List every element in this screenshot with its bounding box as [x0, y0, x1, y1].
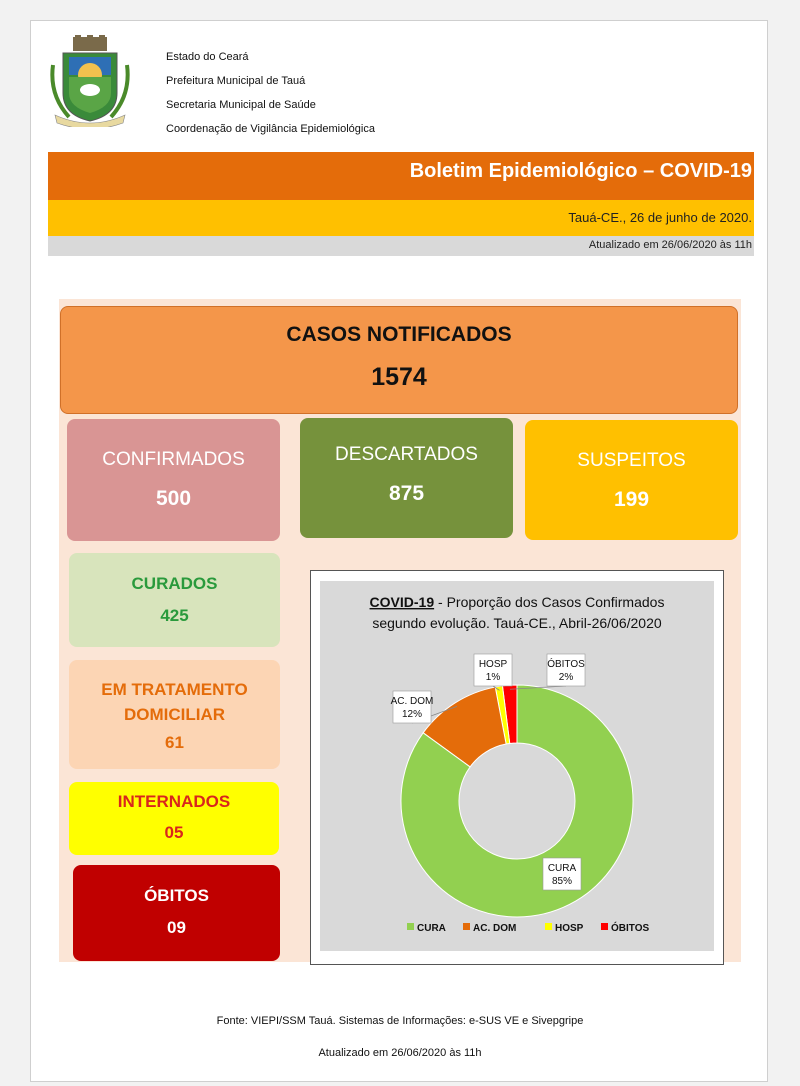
suspected-value: 199 [613, 488, 650, 511]
chart-title-line1 [370, 594, 665, 610]
source-note: Fonte: VIEPI/SSM Tauá. Sistemas de Informações: e-SUS VE e Sivepgripe [216, 1015, 584, 1027]
hospitalized-value: 05 [164, 823, 184, 842]
cured-value: 425 [160, 606, 189, 625]
legend-swatch-obitos [601, 923, 608, 930]
deaths-label: ÓBITOS [144, 886, 209, 905]
bulletin-page [30, 20, 768, 1082]
notified-cases-label: CASOS NOTIFICADOS [286, 323, 512, 346]
discarded-value: 875 [388, 482, 425, 505]
home-treatment-label-line2: DOMICILIAR [123, 705, 226, 724]
deaths-value: 09 [167, 918, 186, 937]
chart-title-line2: segundo evolução. Tauá-CE., Abril-26/06/2020 [372, 615, 662, 631]
place-date: Tauá-CE., 26 de junho de 2020. [568, 210, 752, 225]
legend-label-hosp: HOSP [555, 923, 584, 934]
home-treatment-card [69, 660, 280, 769]
suspected-card [525, 420, 738, 540]
institution-block [166, 45, 375, 141]
dashboard-panel [59, 299, 741, 962]
discarded-label: DESCARTADOS [335, 444, 478, 465]
data-label-value-cura: 85% [551, 876, 573, 887]
legend-swatch-hosp [545, 923, 552, 930]
notified-cases-value: 1574 [371, 363, 427, 391]
suspected-label: SUSPEITOS [577, 450, 686, 471]
home-treatment-label [69, 677, 280, 727]
legend-label-obitos: ÓBITOS [611, 923, 650, 934]
institution-line-city: Prefeitura Municipal de Tauá [166, 75, 306, 87]
cured-card [69, 553, 280, 647]
hospitalized-label: INTERNADOS [117, 792, 231, 811]
discarded-card [300, 418, 513, 538]
deaths-card [73, 865, 280, 961]
update-time: Atualizado em 26/06/2020 às 11h [588, 239, 752, 251]
confirmed-card [67, 419, 280, 541]
data-label-name-hosp: HOSP [478, 659, 508, 670]
donut-chart-svg [311, 571, 723, 964]
legend-swatch-cura [407, 923, 414, 930]
chart-title-bold: COVID-19 [369, 594, 435, 610]
institution-line-secretariat: Secretaria Municipal de Saúde [166, 99, 316, 111]
confirmed-value: 500 [155, 487, 192, 510]
data-label-value-ac-dom: 12% [401, 709, 423, 720]
institution-line-coordination: Coordenação de Vigilância Epidemiológica [166, 123, 375, 135]
bulletin-title: Boletim Epidemiológico – COVID-19 [409, 160, 752, 182]
coat-of-arms-logo [49, 35, 131, 127]
date-band [48, 200, 754, 236]
legend-swatch-ac-dom [463, 923, 470, 930]
title-band [48, 152, 754, 200]
cured-label: CURADOS [131, 574, 218, 593]
chart-title-rest: - Proporção dos Casos Confirmados [434, 594, 665, 610]
hospitalized-card [69, 782, 279, 855]
legend-label-cura: CURA [417, 923, 446, 934]
home-treatment-label-line1: EM TRATAMENTO [101, 680, 248, 699]
footer-updated: Atualizado em 26/06/2020 às 11h [318, 1047, 482, 1059]
outcome-donut-chart [310, 570, 724, 965]
update-band [48, 236, 754, 256]
data-label-name-cura: CURA [547, 863, 577, 874]
institution-line-state: Estado do Ceará [166, 51, 249, 63]
data-label-name-ac-dom: AC. DOM [390, 696, 434, 707]
legend-label-ac-dom: AC. DOM [473, 923, 517, 934]
data-label-value-obitos: 2% [558, 672, 574, 683]
notified-cases-card [60, 306, 738, 414]
home-treatment-value: 61 [165, 733, 184, 752]
confirmed-label: CONFIRMADOS [102, 449, 245, 470]
data-label-value-hosp: 1% [485, 672, 501, 683]
data-label-name-obitos: ÓBITOS [547, 659, 585, 670]
